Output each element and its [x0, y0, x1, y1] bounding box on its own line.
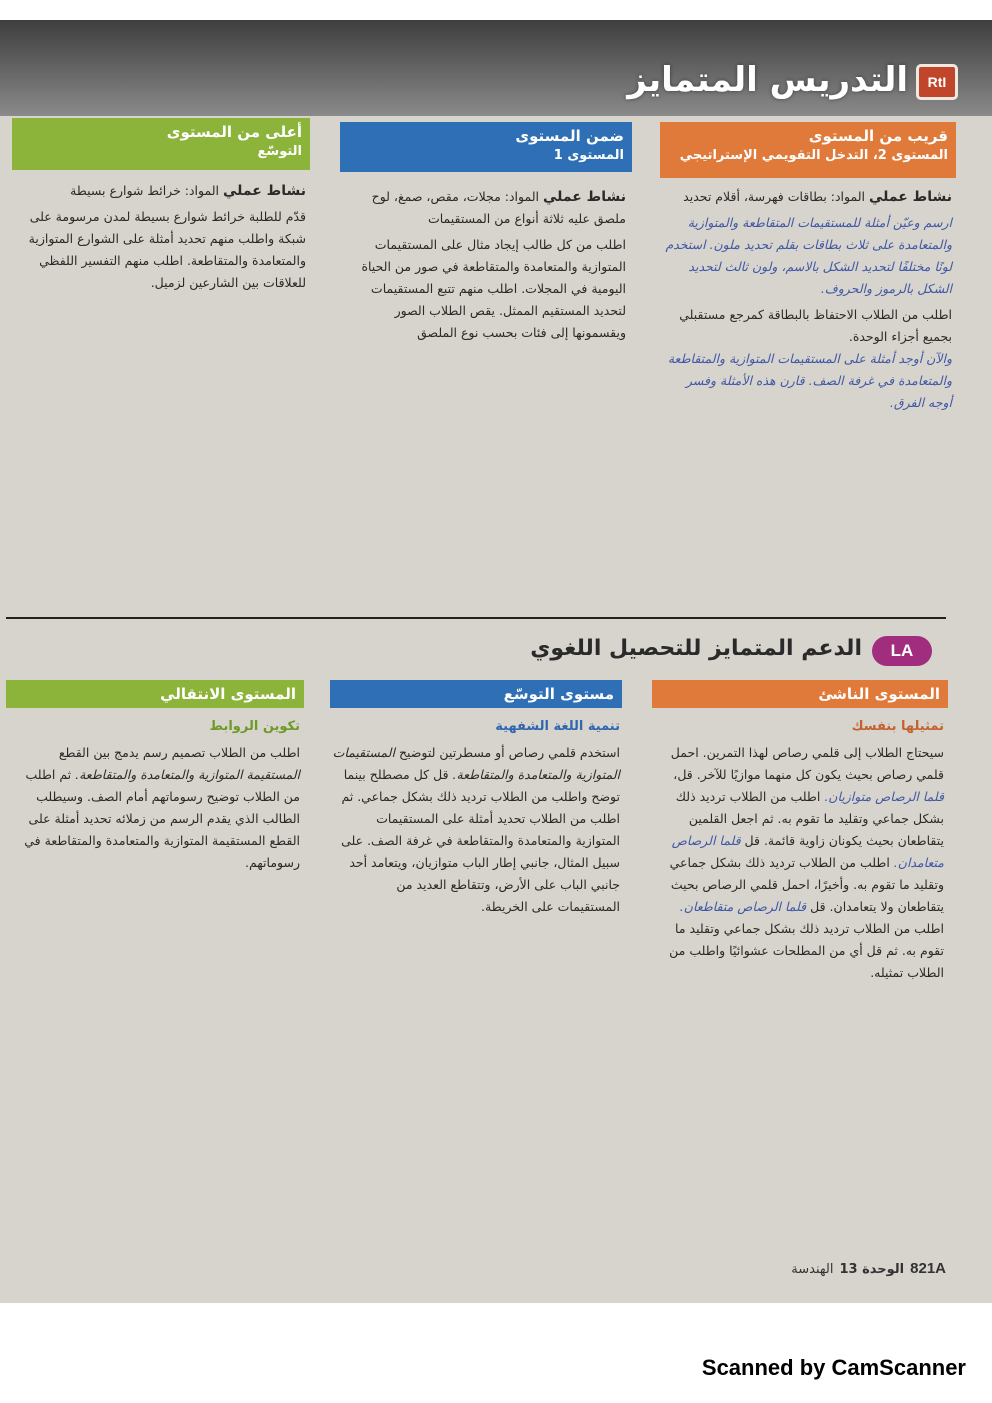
emerging-text-4: اطلب من الطلاب ترديد ذلك بشكل جماعي وتقليد ما تقوم به. ثم قل أي من المطلحات عشوائيًا واطلب من الطلاب تمثيله. [669, 921, 944, 980]
on-level-title: ضمن المستوى [515, 127, 624, 145]
approaching-materials: المواد: بطاقات فهرسة، أقلام تحديد [683, 189, 865, 204]
page-title: التدريس المتمايز [627, 60, 908, 100]
emerging-term-intersecting: قلما الرصاص متقاطعان. [679, 899, 807, 914]
la-badge: LA [872, 636, 932, 666]
unit-label: الوحدة 13 [839, 1262, 905, 1277]
emerging-body [654, 716, 944, 984]
on-level-activity-label: نشاط عملي [542, 189, 626, 205]
approaching-title: قريب من المستوى [808, 127, 948, 145]
rti-badge: RtI [916, 64, 958, 100]
approaching-subtitle: المستوى 2، التدخل التقويمي الإستراتيجي [679, 148, 948, 163]
bridging-header: المستوى الانتقالي [6, 680, 304, 708]
on-level-header [340, 122, 632, 172]
bridging-body [8, 716, 300, 874]
expanding-text-2: قل كل مصطلح بينما توضح واطلب من الطلاب ترديد ذلك بشكل جماعي. ثم اطلب من الطلاب تحديد أمثلة على المستقيمات المتوازية والمتعامدة والمتقاطعة في غرفة الصف. على سبيل المثال، جانبي إطار الباب متوازيان، ويتعامد أحد جانبي الباب على الأرض، وتتقاطع العديد من المستقيمات على الخريطة. [341, 767, 620, 914]
language-section-title: الدعم المتمايز للتحصيل اللغوي [530, 636, 862, 661]
expanding-text-1: استخدم قلمي رصاص أو مسطرتين لتوضيح [398, 745, 620, 760]
approaching-body [664, 186, 952, 418]
on-level-body [344, 186, 626, 348]
bridging-text-1: اطلب من الطلاب تصميم رسم يدمج بين القطع [58, 745, 300, 760]
approaching-extension: والآن أوجد أمثلة على المستقيمات المتوازية والمتقاطعة والمتعامدة في غرفة الصف. قارن هذه الأمثلة وفسر أوجه الفرق. [667, 351, 952, 410]
beyond-activity-label: نشاط عملي [222, 183, 306, 199]
approaching-instruction: ارسم وعيّن أمثلة للمستقيمات المتقاطعة والمتوازية والمتعامدة على ثلاث بطاقات بقلم تحديد ملون. استخدم لونًا مختلفًا لتحديد الشكل بالاسم، ولون ثالث لتحديد الشكل بالرموز والحروف. [665, 215, 952, 296]
beyond-materials: المواد: خرائط شوارع بسيطة [70, 183, 219, 198]
bridging-subheading: تكوين الروابط [209, 719, 300, 734]
on-level-instruction: اطلب من كل طالب إيجاد مثال على المستقيمات المتوازية والمتعامدة والمتقاطعة في صور من الحياة اليومية في المجلات. اطلب منهم تتبع المستقيمات لتحديد المستقيم الممثل. يقص الطلاب الصور ويقسمونها إلى فئات بحسب نوع الملصق [361, 237, 626, 340]
bridging-terms: المستقيمة المتوازية والمتعامدة والمتقاطعة. [75, 767, 300, 782]
beyond-subtitle: التوسّع [257, 144, 302, 159]
beyond-header [12, 118, 310, 170]
emerging-term-perpendicular: قلما الرصاص متعامدان. [671, 833, 944, 870]
page-number: 821A [910, 1260, 946, 1277]
on-level-materials: المواد: مجلات، مقص، صمغ، لوح ملصق عليه ثلاثة أنواع من المستقيمات [371, 189, 626, 226]
expanding-header: مستوى التوسّع [330, 680, 622, 708]
emerging-subheading: تمثيلها بنفسك [851, 719, 944, 734]
emerging-term-parallel: قلما الرصاص متوازيان. [824, 789, 944, 804]
approaching-activity-label: نشاط عملي [868, 189, 952, 205]
beyond-title: أعلى من المستوى [166, 123, 302, 141]
page-footer [791, 1260, 946, 1277]
emerging-text-3: اطلب من الطلاب ترديد ذلك بشكل جماعي وتقليد ما تقوم به. وأخيرًا، احمل قلمي الرصاص بحيث يتقاطعان ولا يتعامدان. قل [669, 855, 944, 914]
expanding-terms: المستقيمات المتوازية والمتعامدة والمتقاطعة. [332, 745, 620, 782]
header-bar [0, 20, 992, 116]
camscanner-watermark: Scanned by CamScanner [701, 1355, 966, 1380]
beyond-instruction: قدّم للطلبة خرائط شوارع بسيطة لمدن مرسومة على شبكة واطلب منهم تحديد أمثلة على الشوارع المتوازية والمتعامدة والمتقاطعة. اطلب منهم التفسير اللفظي للعلاقات بين الشارعين لزميل. [28, 209, 306, 290]
on-level-subtitle: المستوى 1 [553, 148, 624, 163]
emerging-text-1: سيحتاج الطلاب إلى قلمي رصاص لهذا التمرين. احمل قلمي رصاص بحيث يكون كل منهما موازيًا للآخر. قل، [670, 745, 944, 782]
scanned-page [0, 20, 992, 1303]
approaching-header [660, 122, 956, 178]
section-divider [6, 617, 946, 619]
emerging-header: المستوى الناشئ [652, 680, 948, 708]
beyond-body [16, 180, 306, 298]
subject-label: الهندسة [791, 1262, 834, 1277]
bridging-text-2: ثم اطلب من الطلاب توضيح رسوماتهم أمام الصف. وسيطلب الطالب الذي يقدم الرسم من زملائه تحديد أمثلة على القطع المستقيمة المتوازية والمتعامدة والمتقاطعة في رسوماتهم. [24, 767, 300, 870]
emerging-text-2: اطلب من الطلاب ترديد ذلك بشكل جماعي وتقليد ما تقوم به. ثم اجعل القلمين يتقاطعان بحيث يكونان زاوية قائمة. قل [675, 789, 944, 848]
expanding-body [332, 716, 620, 918]
approaching-note: اطلب من الطلاب الاحتفاظ بالبطاقة كمرجع مستقبلي بجميع أجزاء الوحدة. [679, 307, 952, 344]
expanding-subheading: تنمية اللغة الشفهية [495, 719, 620, 734]
